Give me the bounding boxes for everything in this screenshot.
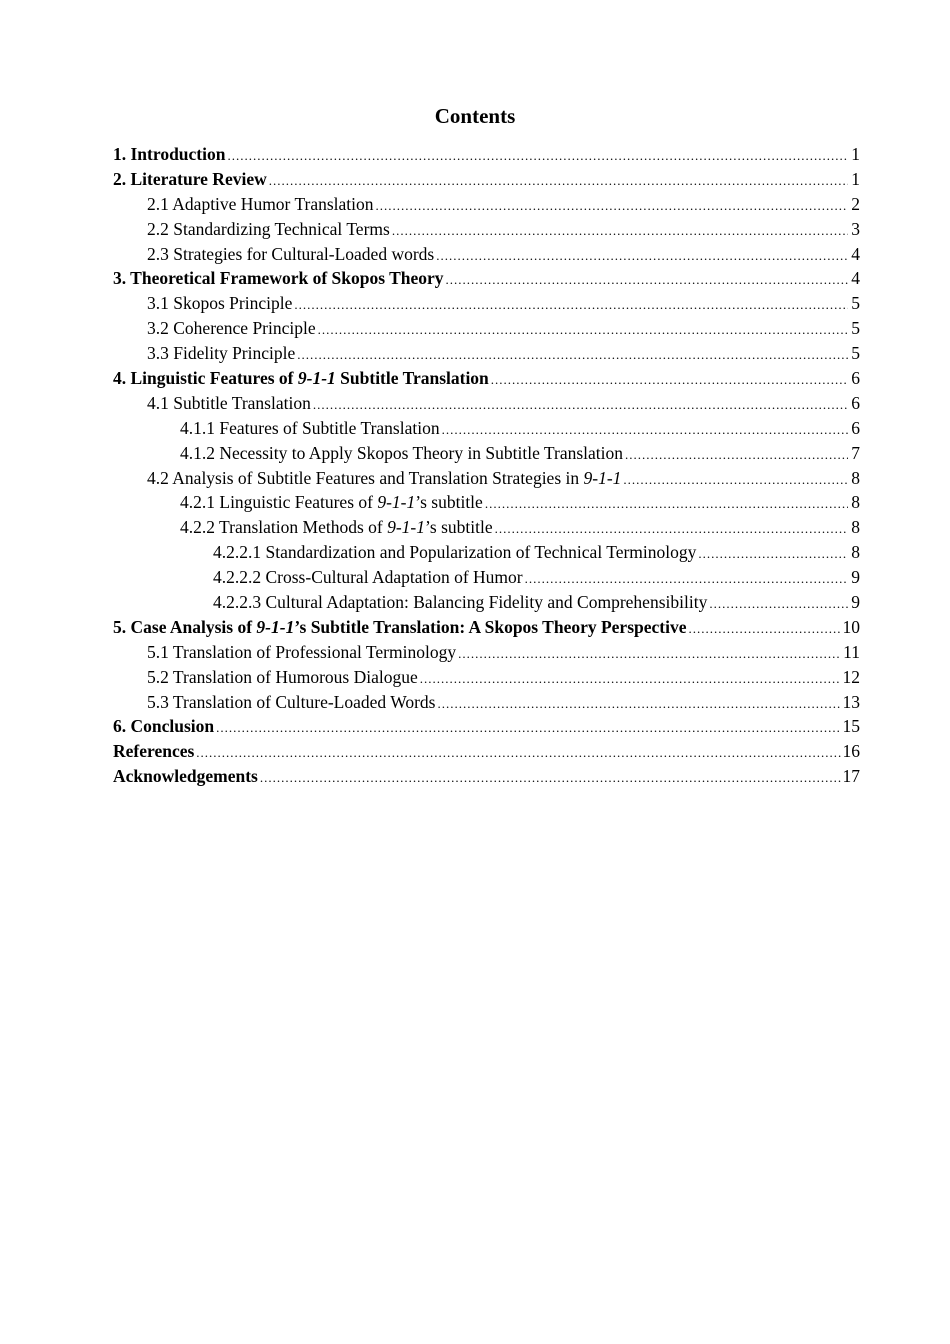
toc-dot-leader [437,692,840,717]
toc-page-number: 5 [851,318,860,339]
toc-dot-leader [436,244,848,269]
toc-entry-title [213,590,707,615]
toc-entry-title-part: References [113,741,195,762]
toc-entry-title-part: 4.2.2.2 Cross-Cultural Adaptation of Humor [213,567,523,588]
toc-entry-title [147,316,316,341]
toc-entry-title-part: 3.3 Fidelity Principle [147,343,296,364]
toc-entry[interactable] [113,316,860,341]
toc-entry-title-part: 4.1 Subtitle Translation [147,392,311,413]
toc-dot-leader [376,194,848,219]
toc-entry-title [147,690,435,715]
toc-entry-title-part: 5.3 Translation of Culture-Loaded Words [147,691,436,712]
toc-entry-title-part: 5.1 Translation of Professional Terminology [147,641,457,662]
toc-page-number: 8 [851,517,860,538]
toc-entry-title [147,665,418,690]
toc-entry-title [113,266,444,291]
toc-dot-leader [698,542,848,567]
toc-entry-title [113,142,225,167]
toc-page-number: 6 [851,392,860,413]
toc-entry[interactable] [113,341,860,366]
toc-entry-title [147,640,456,665]
table-of-contents [113,142,860,789]
toc-entry[interactable] [113,665,860,690]
toc-entry[interactable] [113,142,860,167]
toc-entry-title [180,515,493,540]
toc-entry-title-part: 5.2 Translation of Humorous Dialogue [147,666,418,687]
toc-entry-title-italic: 9-1-1 [387,517,426,538]
toc-entry-title [147,341,295,366]
toc-entry-title-part: 2. Literature Review [113,168,267,189]
toc-page-number: 17 [842,766,860,787]
toc-page-number: 2 [851,193,860,214]
toc-page-number: 15 [842,716,860,737]
toc-page-number: 8 [851,492,860,513]
toc-dot-leader [227,144,848,169]
toc-entry-title-part: 3. Theoretical Framework of Skopos Theory [113,268,444,289]
toc-entry-title-part: 6. Conclusion [113,716,215,737]
toc-entry[interactable] [113,192,860,217]
toc-dot-leader [446,268,848,293]
toc-dot-leader [525,567,848,592]
toc-entry[interactable] [113,366,860,391]
toc-page-number: 12 [842,666,860,687]
toc-entry[interactable] [113,217,860,242]
toc-entry-title [180,490,483,515]
toc-dot-leader [420,667,841,692]
toc-entry-title-part: 4.2 Analysis of Subtitle Features and Translation Strategies in [147,467,584,488]
toc-entry-title-part: 4.2.2.1 Standardization and Popularization of Technical Terminology [213,542,697,563]
toc-entry-title-part: Subtitle Translation [335,368,489,389]
toc-entry-title-part: ’s subtitle [425,517,493,538]
toc-entry-title-part: 3.1 Skopos Principle [147,293,293,314]
toc-dot-leader [216,716,840,741]
toc-entry[interactable] [113,764,860,789]
toc-entry-title-part: ’s Subtitle Translation: A Skopos Theory Perspective [294,616,687,637]
toc-entry-title [147,291,292,316]
toc-entry-title [147,192,374,217]
toc-entry-title-part: 5. Case Analysis of [113,616,257,637]
toc-entry-title [147,217,390,242]
toc-entry-title [113,615,687,640]
toc-entry-title [147,242,434,267]
toc-page-number: 4 [851,268,860,289]
toc-page-number: 6 [851,368,860,389]
toc-page-number: 13 [842,691,860,712]
toc-entry-title-part: 4.1.1 Features of Subtitle Translation [180,417,440,438]
toc-dot-leader [623,468,848,493]
toc-entry[interactable] [113,640,860,665]
toc-entry[interactable] [113,242,860,267]
toc-entry[interactable] [113,515,860,540]
page-title: Contents [434,104,516,128]
toc-page-number: 10 [842,616,860,637]
toc-dot-leader [269,169,848,194]
toc-entry[interactable] [113,739,860,764]
toc-entry[interactable] [113,466,860,491]
toc-entry-title-italic: 9-1-1 [583,467,622,488]
toc-page-number: 5 [851,343,860,364]
toc-entry[interactable] [113,167,860,192]
toc-dot-leader [392,219,848,244]
toc-entry[interactable] [113,690,860,715]
toc-page-number: 9 [851,567,860,588]
toc-entry-title-part: 3.2 Coherence Principle [147,318,316,339]
toc-entry[interactable] [113,615,860,640]
toc-dot-leader [196,741,840,766]
toc-entry-title [213,540,696,565]
toc-dot-leader [318,318,848,343]
toc-entry-title [113,366,489,391]
toc-dot-leader [491,368,848,393]
toc-entry[interactable] [113,490,860,515]
toc-entry-title [213,565,523,590]
toc-entry-title-part: 2.2 Standardizing Technical Terms [147,218,390,239]
toc-entry[interactable] [113,291,860,316]
toc-page-number: 11 [843,641,860,662]
toc-dot-leader [709,592,848,617]
toc-entry[interactable] [113,441,860,466]
toc-page-number: 9 [851,592,860,613]
toc-dot-leader [485,492,848,517]
toc-entry-title [147,391,311,416]
toc-entry-title-part: 4.2.2.3 Cultural Adaptation: Balancing Fidelity and Comprehensibility [213,592,708,613]
toc-dot-leader [442,418,848,443]
toc-page-number: 4 [851,243,860,264]
toc-page-number: 8 [851,542,860,563]
toc-entry-title-part: 4.2.2 Translation Methods of [180,517,388,538]
toc-entry-title-part: 1. Introduction [113,144,226,164]
toc-entry-title-part: 4.1.2 Necessity to Apply Skopos Theory in Subtitle Translation [180,442,624,463]
toc-entry-title [113,739,194,764]
toc-entry-title [113,714,214,739]
toc-dot-leader [297,343,848,368]
toc-page-number: 16 [842,741,860,762]
toc-page-number: 5 [851,293,860,314]
toc-page-number: 6 [851,417,860,438]
toc-entry-title [147,466,621,491]
toc-dot-leader [458,642,841,667]
toc-entry-title-part: 2.3 Strategies for Cultural-Loaded words [147,243,435,264]
toc-entry-title-part: 4. Linguistic Features of [113,368,298,389]
toc-entry[interactable] [113,416,860,441]
toc-page-number: 7 [851,442,860,463]
toc-dot-leader [294,293,848,318]
toc-dot-leader [625,443,848,468]
toc-dot-leader [313,393,848,418]
toc-entry[interactable] [113,266,860,291]
toc-entry-title-italic: 9-1-1 [297,368,336,389]
toc-entry[interactable] [113,391,860,416]
toc-entry-title-part: 4.2.1 Linguistic Features of [180,492,378,513]
toc-entry-title [113,764,258,789]
toc-entry-title-italic: 9-1-1 [256,616,295,637]
toc-page-number: 1 [851,144,860,164]
toc-dot-leader [260,766,841,791]
toc-page-number: 8 [851,467,860,488]
toc-entry-title [113,167,267,192]
toc-entry-title-part: 2.1 Adaptive Humor Translation [147,193,374,214]
toc-entry[interactable] [113,540,860,565]
toc-page-number: 3 [851,218,860,239]
toc-entry-title-part: ’s subtitle [415,492,483,513]
toc-entry[interactable] [113,565,860,590]
toc-entry[interactable] [113,714,860,739]
toc-page-number: 1 [851,168,860,189]
toc-dot-leader [495,517,848,542]
toc-dot-leader [689,617,841,642]
toc-entry-title [180,416,440,441]
toc-entry[interactable] [113,590,860,615]
toc-entry-title-part: Acknowledgements [113,766,258,787]
toc-entry-title [180,441,623,466]
toc-entry-title-italic: 9-1-1 [377,492,416,513]
